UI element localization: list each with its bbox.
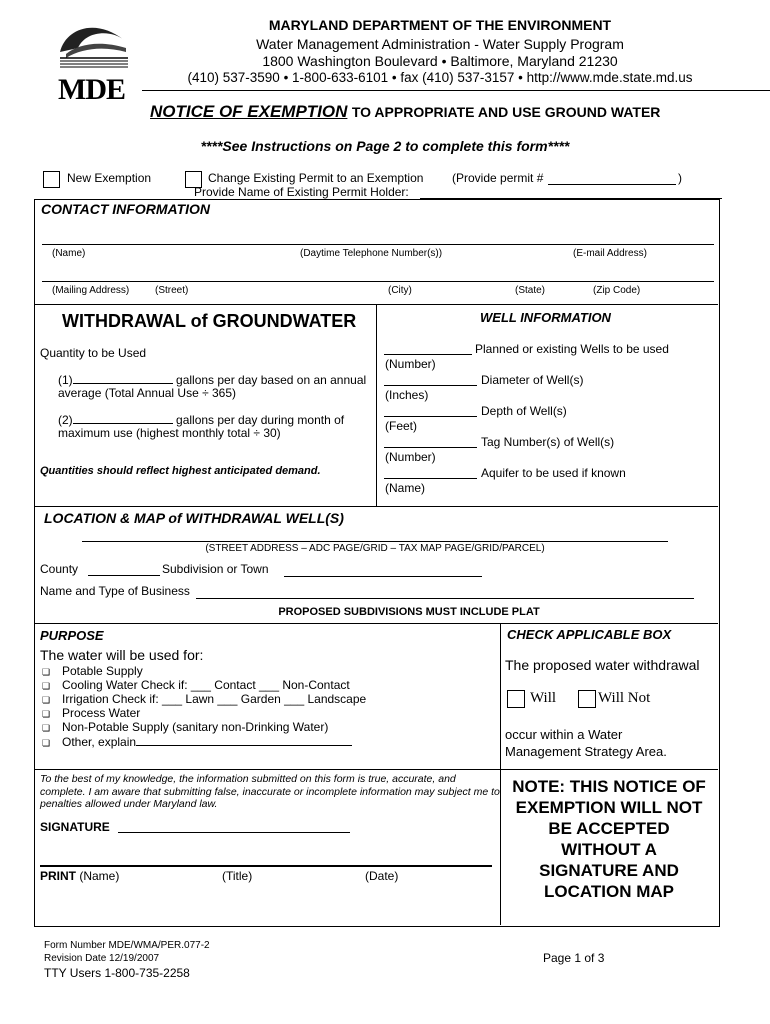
withdrawal-section-divider [34, 506, 718, 507]
check-box-outro-1: occur within a Water [505, 727, 623, 742]
item1-text-continued: average (Total Annual Use ÷ 365) [58, 386, 237, 400]
logo-wave-icon [56, 18, 132, 68]
check-box-heading: CHECK APPLICABLE BOX [507, 627, 672, 642]
certification-statement: To the best of my knowledge, the information submitted on this form is true, accurate, and complete. I am aware that submitting false, inaccurate or incomplete information may subject me to penalties allowed under Maryland law. [40, 773, 500, 810]
item2-number: (2) [58, 413, 73, 427]
county-field[interactable] [88, 575, 160, 576]
will-checkbox[interactable] [507, 690, 525, 708]
well-count-label: Planned or existing Wells to be used [475, 342, 669, 356]
withdrawal-heading: WITHDRAWAL of GROUNDWATER [62, 311, 357, 331]
note-line-5: SIGNATURE AND [539, 861, 679, 880]
well-column-divider [376, 304, 377, 506]
form-title-rest: TO APPROPRIATE AND USE GROUND WATER [351, 104, 661, 120]
item2-gallons-field[interactable] [73, 412, 173, 424]
aquifer-label: Aquifer to be used if known [481, 466, 626, 480]
purpose-other[interactable] [42, 734, 352, 749]
quantity-label: Quantity to be Used [40, 346, 147, 360]
signature-label: SIGNATURE [40, 820, 110, 834]
well-heading: WELL INFORMATION [480, 310, 611, 325]
business-label: Name and Type of Business [40, 584, 190, 598]
note-line-2: EXEMPTION WILL NOT [515, 798, 703, 817]
subdivision-label: Subdivision or Town [162, 562, 269, 576]
purpose-cooling-label: Cooling Water Check if: ___ Contact ___ Non-Contact [62, 678, 350, 692]
purpose-other-label: Other, explain [62, 735, 137, 749]
state-caption: (State) [515, 285, 546, 296]
name-line[interactable] [42, 244, 714, 245]
checkbox-icon[interactable]: ❏ [42, 723, 51, 733]
will-label: Will [530, 690, 557, 706]
zip-caption: (Zip Code) [593, 285, 641, 296]
purpose-irrigation-label: Irrigation Check if: ___ Lawn ___ Garden ___ Landscape [62, 692, 367, 706]
quantity-item-2 [58, 412, 344, 427]
check-box-intro: The proposed water withdrawal [505, 657, 700, 673]
city-caption: (City) [388, 285, 412, 296]
checkbox-icon[interactable]: ❏ [42, 738, 51, 748]
purpose-potable[interactable] [42, 664, 143, 678]
purpose-heading: PURPOSE [40, 628, 104, 643]
existing-holder-label: Provide Name of Existing Permit Holder: [194, 185, 409, 199]
mailing-caption: (Mailing Address) [52, 285, 130, 296]
phone-caption: (Daytime Telephone Number(s)) [300, 248, 443, 259]
agency-name: MARYLAND DEPARTMENT OF THE ENVIRONMENT [268, 17, 612, 33]
purpose-cooling[interactable] [42, 678, 350, 692]
purpose-process-label: Process Water [62, 706, 141, 720]
tty-number: TTY Users 1-800-735-2258 [44, 966, 190, 980]
print-title-caption: (Title) [222, 869, 253, 883]
purpose-potable-label: Potable Supply [62, 664, 143, 678]
well-diameter-field[interactable] [384, 385, 477, 386]
logo-text: MDE [58, 73, 125, 106]
purpose-column-divider [500, 623, 501, 769]
will-not-checkbox[interactable] [578, 690, 596, 708]
new-exemption-checkbox[interactable] [43, 171, 60, 188]
item1-gallons-field[interactable] [73, 372, 173, 384]
note-line-1: NOTE: THIS NOTICE OF [512, 777, 706, 796]
subdivision-field[interactable] [284, 576, 482, 577]
permit-number-close: ) [678, 171, 682, 185]
well-tag-field[interactable] [384, 447, 477, 448]
form-title-main: NOTICE OF EXEMPTION [150, 102, 348, 121]
purpose-irrigation[interactable] [42, 692, 366, 706]
permit-number-field[interactable] [548, 184, 676, 185]
instructions-note: ****See Instructions on Page 2 to complete this form**** [200, 138, 570, 154]
agency-address: 1800 Washington Boulevard • Baltimore, Maryland 21230 [262, 53, 618, 69]
checkbox-icon[interactable]: ❏ [42, 667, 51, 677]
checkbox-icon[interactable]: ❏ [42, 709, 51, 719]
well-tag-unit: (Number) [385, 450, 436, 464]
item1-text: gallons per day based on an annual [176, 373, 367, 387]
location-section-divider [34, 623, 718, 624]
well-depth-unit: (Feet) [385, 419, 418, 433]
street-address-caption: (STREET ADDRESS – ADC PAGE/GRID – TAX MAP PAGE/GRID/PARCEL) [205, 543, 545, 554]
checkbox-icon[interactable]: ❏ [42, 695, 51, 705]
header-rule [142, 90, 770, 91]
change-permit-label: Change Existing Permit to an Exemption [208, 171, 424, 185]
print-label [40, 869, 119, 883]
check-box-outro-2: Management Strategy Area. [505, 744, 667, 759]
item1-number: (1) [58, 373, 73, 387]
well-tag-label: Tag Number(s) of Well(s) [481, 435, 615, 449]
purpose-section-divider [34, 769, 718, 770]
purpose-non-potable-label: Non-Potable Supply (sanitary non-Drinking Water) [62, 720, 329, 734]
well-count-field[interactable] [384, 354, 472, 355]
division-name: Water Management Administration - Water Supply Program [256, 36, 624, 52]
item2-text: gallons per day during month of [176, 413, 345, 427]
demand-note: Quantities should reflect highest anticipated demand. [40, 465, 321, 477]
well-depth-label: Depth of Well(s) [481, 404, 567, 418]
form-title [150, 102, 660, 122]
new-exemption-label: New Exemption [67, 171, 152, 185]
will-not-label: Will Not [598, 690, 651, 706]
well-count-unit: (Number) [385, 357, 436, 371]
print-name-field[interactable] [40, 865, 492, 867]
name-caption: (Name) [52, 248, 86, 259]
business-field[interactable] [196, 598, 694, 599]
purpose-process[interactable] [42, 706, 140, 720]
plat-note: PROPOSED SUBDIVISIONS MUST INCLUDE PLAT [278, 606, 540, 618]
purpose-non-potable[interactable] [42, 720, 328, 734]
mailing-line[interactable] [42, 281, 714, 282]
location-heading: LOCATION & MAP of WITHDRAWAL WELL(S) [44, 510, 344, 526]
note-line-4: WITHOUT A [561, 840, 657, 859]
mde-logo [56, 18, 132, 104]
aquifer-unit: (Name) [385, 481, 426, 495]
note-line-3: BE ACCEPTED [548, 819, 670, 838]
street-caption: (Street) [155, 285, 189, 296]
contact-heading: CONTACT INFORMATION [41, 201, 211, 217]
form-number: Form Number MDE/WMA/PER.077-2 [44, 940, 210, 951]
print-date-caption: (Date) [365, 869, 399, 883]
agency-contact: (410) 537-3590 • 1-800-633-6101 • fax (410) 537-3157 • http://www.mde.state.md.us [187, 70, 693, 85]
note-line-6: LOCATION MAP [543, 882, 674, 901]
permit-number-label: (Provide permit # [452, 171, 544, 185]
well-diameter-unit: (Inches) [385, 388, 429, 402]
print-label-bold: PRINT [40, 869, 76, 883]
aquifer-field[interactable] [384, 478, 477, 479]
checkbox-icon[interactable]: ❏ [42, 681, 51, 691]
county-label: County [40, 562, 79, 576]
email-caption: (E-mail Address) [573, 248, 647, 259]
well-diameter-label: Diameter of Well(s) [481, 373, 584, 387]
signature-field[interactable] [118, 832, 350, 833]
revision-date: Revision Date 12/19/2007 [44, 953, 160, 964]
signature-required-note [500, 776, 718, 902]
other-explain-field[interactable] [136, 734, 352, 746]
street-address-field[interactable] [82, 541, 668, 542]
quantity-item-1 [58, 372, 366, 387]
well-depth-field[interactable] [384, 416, 477, 417]
page-number: Page 1 of 3 [543, 951, 605, 965]
print-name-caption: (Name) [79, 869, 120, 883]
item2-text-continued: maximum use (highest monthly total ÷ 30) [58, 426, 281, 440]
purpose-intro: The water will be used for: [40, 647, 204, 663]
